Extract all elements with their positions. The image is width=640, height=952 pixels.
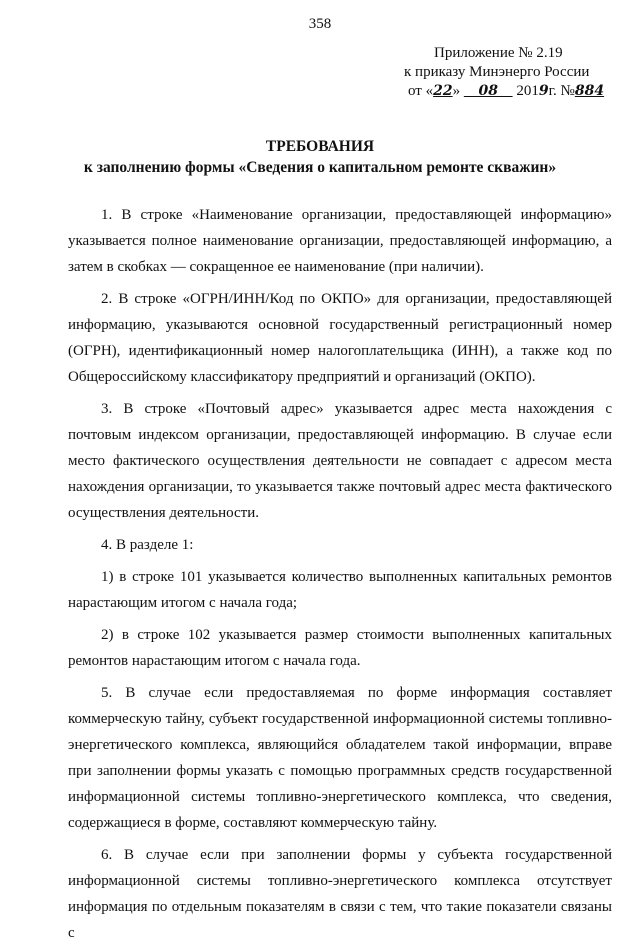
paragraph-1: 1. В строке «Наименование организации, предоставляющей информацию» указывается полное наименование организации, предоставляющей информацию, а затем в скобках — сокращенное ее наименование (при наличии). (68, 207, 612, 275)
paragraph-4-item-1: 1) в строке 101 указывается количество выполненных капитальных ремонтов нарастающим итогом с начала года; (68, 569, 612, 611)
paragraph-5: 5. В случае если предоставляемая по форме информация составляет коммерческую тайну, субъект государственной информационной системы топливно-энергетического комплекса, являющийся обладателем такой информации, вправе при заполнении формы указать с помощью программных средств государственной информационной системы топливно-энергетического комплекса, что сведения, содержащиеся в форме, составляют коммерческую тайну. (68, 685, 612, 831)
year-prefix: 201 (516, 83, 539, 99)
page-number: 358 (308, 16, 332, 32)
document-body (68, 202, 612, 952)
paragraph-3: 3. В строке «Почтовый адрес» указывается адрес места нахождения с почтовым индексом организации, предоставляющей информацию. В случае если место фактического осуществления деятельности не совпадает с адресом места нахождения организации, то указывается также почтовый адрес места фактического осуществления деятельности. (68, 401, 612, 521)
handwritten-month: 08 (478, 83, 498, 99)
title-subheading: к заполнению формы «Сведения о капитальном ремонте скважин» (83, 159, 557, 176)
document-title (0, 136, 640, 178)
title-heading: ТРЕБОВАНИЯ (265, 138, 375, 155)
date-prefix: от « (408, 83, 434, 99)
paragraph-4-item-2: 2) в строке 102 указывается размер стоимости выполненных капитальных ремонтов нарастающим итогом с начала года. (68, 627, 612, 669)
appendix-date-line (404, 82, 604, 101)
paragraph-2: 2. В строке «ОГРН/ИНН/Код по ОКПО» для организации, предоставляющей информацию, указываются основной государственный регистрационный номер (ОГРН), идентификационный номер налогоплательщика (ИНН), а также код по Общероссийскому классификатору предприятий и организаций (ОКПО). (68, 291, 612, 385)
number-prefix: г. № (548, 83, 575, 99)
paragraph-4: 4. В разделе 1: (101, 537, 194, 553)
date-mid: » (452, 83, 461, 99)
handwritten-day: 22 (433, 83, 453, 99)
handwritten-year-digit: 9 (538, 83, 549, 99)
appendix-title: Приложение № 2.19 (434, 45, 563, 61)
appendix-header (404, 44, 604, 101)
handwritten-order-number: 884 (574, 83, 605, 99)
appendix-order-ref: к приказу Минэнерго России (404, 64, 590, 80)
paragraph-6: 6. В случае если при заполнении формы у субъекта государственной информационной системы топливно-энергетического комплекса отсутствует информация по отдельным показателям в связи с тем, что такие показатели связаны с (68, 847, 612, 941)
